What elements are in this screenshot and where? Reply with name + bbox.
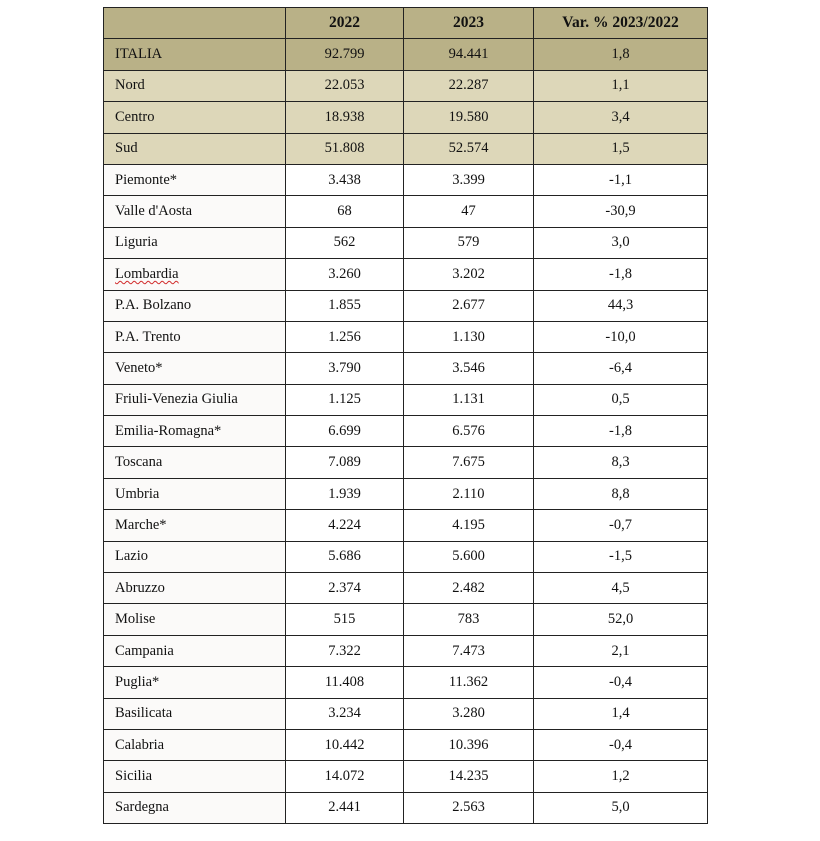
cell-2022: 11.408 [286,667,404,698]
cell-2022: 92.799 [286,39,404,70]
row-name: P.A. Bolzano [104,290,286,321]
region-row [104,416,708,447]
row-name: Basilicata [104,698,286,729]
header-cell-var: Var. % 2023/2022 [534,8,708,39]
cell-2022: 515 [286,604,404,635]
cell-2023: 2.677 [404,290,534,321]
cell-var: 2,1 [534,635,708,666]
cell-var: 8,3 [534,447,708,478]
cell-var: -6,4 [534,353,708,384]
cell-2022: 14.072 [286,761,404,792]
cell-2023: 7.675 [404,447,534,478]
cell-2022: 51.808 [286,133,404,164]
cell-var: -1,8 [534,259,708,290]
cell-2022: 22.053 [286,70,404,101]
region-row [104,667,708,698]
row-name: Liguria [104,227,286,258]
cell-2023: 3.399 [404,164,534,195]
cell-var: 5,0 [534,792,708,823]
cell-2022: 4.224 [286,510,404,541]
cell-var: -1,1 [534,164,708,195]
cell-2023: 783 [404,604,534,635]
cell-2023: 5.600 [404,541,534,572]
cell-2023: 3.202 [404,259,534,290]
cell-2023: 1.131 [404,384,534,415]
cell-var: -10,0 [534,321,708,352]
cell-2023: 22.287 [404,70,534,101]
region-row [104,227,708,258]
row-name: Molise [104,604,286,635]
cell-2022: 5.686 [286,541,404,572]
row-name: Centro [104,102,286,133]
table-body [104,39,708,824]
cell-2023: 47 [404,196,534,227]
region-row [104,604,708,635]
cell-2023: 52.574 [404,133,534,164]
cell-2022: 7.322 [286,635,404,666]
cell-2022: 1.939 [286,478,404,509]
cell-var: 8,8 [534,478,708,509]
region-row [104,761,708,792]
cell-2023: 94.441 [404,39,534,70]
row-name: Friuli-Venezia Giulia [104,384,286,415]
cell-var: 3,0 [534,227,708,258]
cell-var: 44,3 [534,290,708,321]
cell-var: 1,5 [534,133,708,164]
cell-2023: 10.396 [404,729,534,760]
region-row [104,321,708,352]
cell-2023: 2.482 [404,573,534,604]
cell-2023: 14.235 [404,761,534,792]
row-name: Sud [104,133,286,164]
cell-2022: 18.938 [286,102,404,133]
row-name: Piemonte* [104,164,286,195]
cell-var: 1,8 [534,39,708,70]
cell-2022: 1.125 [286,384,404,415]
cell-var: -1,5 [534,541,708,572]
cell-2022: 562 [286,227,404,258]
cell-2022: 7.089 [286,447,404,478]
cell-2023: 1.130 [404,321,534,352]
row-name: Puglia* [104,667,286,698]
region-row [104,635,708,666]
cell-var: -0,4 [534,729,708,760]
cell-2022: 10.442 [286,729,404,760]
row-name: Abruzzo [104,573,286,604]
total-row [104,39,708,70]
cell-2022: 2.374 [286,573,404,604]
region-row [104,510,708,541]
row-name: Sicilia [104,761,286,792]
cell-2023: 7.473 [404,635,534,666]
row-name: Sardegna [104,792,286,823]
cell-2023: 11.362 [404,667,534,698]
cell-var: -0,4 [534,667,708,698]
row-name: Lombardia [104,259,286,290]
region-row [104,541,708,572]
row-name: P.A. Trento [104,321,286,352]
cell-var: 3,4 [534,102,708,133]
region-row [104,792,708,823]
header-row [104,8,708,39]
area-row [104,70,708,101]
region-row [104,478,708,509]
cell-2023: 2.110 [404,478,534,509]
cell-2022: 1.855 [286,290,404,321]
cell-2022: 1.256 [286,321,404,352]
cell-2023: 4.195 [404,510,534,541]
cell-2023: 6.576 [404,416,534,447]
row-name: Lazio [104,541,286,572]
region-row [104,384,708,415]
cell-var: 4,5 [534,573,708,604]
header-cell-empty [104,8,286,39]
row-name: ITALIA [104,39,286,70]
row-name: Emilia-Romagna* [104,416,286,447]
region-row [104,573,708,604]
cell-var: -0,7 [534,510,708,541]
cell-var: 1,1 [534,70,708,101]
region-row [104,353,708,384]
row-name: Nord [104,70,286,101]
region-row [104,698,708,729]
region-row [104,196,708,227]
cell-var: -30,9 [534,196,708,227]
cell-var: 0,5 [534,384,708,415]
cell-2023: 579 [404,227,534,258]
region-row [104,729,708,760]
region-row [104,290,708,321]
region-row [104,447,708,478]
cell-var: -1,8 [534,416,708,447]
cell-2022: 68 [286,196,404,227]
cell-2023: 3.280 [404,698,534,729]
row-name: Umbria [104,478,286,509]
row-name: Campania [104,635,286,666]
cell-2022: 3.234 [286,698,404,729]
header-cell-2022: 2022 [286,8,404,39]
region-row [104,164,708,195]
cell-2022: 3.260 [286,259,404,290]
cell-var: 52,0 [534,604,708,635]
cell-2023: 2.563 [404,792,534,823]
area-row [104,133,708,164]
cell-2023: 19.580 [404,102,534,133]
cell-2022: 6.699 [286,416,404,447]
data-table [103,7,708,824]
area-row [104,102,708,133]
cell-2022: 2.441 [286,792,404,823]
row-name: Toscana [104,447,286,478]
row-name: Calabria [104,729,286,760]
cell-var: 1,4 [534,698,708,729]
row-name: Valle d'Aosta [104,196,286,227]
region-row [104,259,708,290]
table-header [104,8,708,39]
row-name: Veneto* [104,353,286,384]
cell-2023: 3.546 [404,353,534,384]
cell-2022: 3.790 [286,353,404,384]
row-name: Marche* [104,510,286,541]
cell-2022: 3.438 [286,164,404,195]
header-cell-2023: 2023 [404,8,534,39]
cell-var: 1,2 [534,761,708,792]
